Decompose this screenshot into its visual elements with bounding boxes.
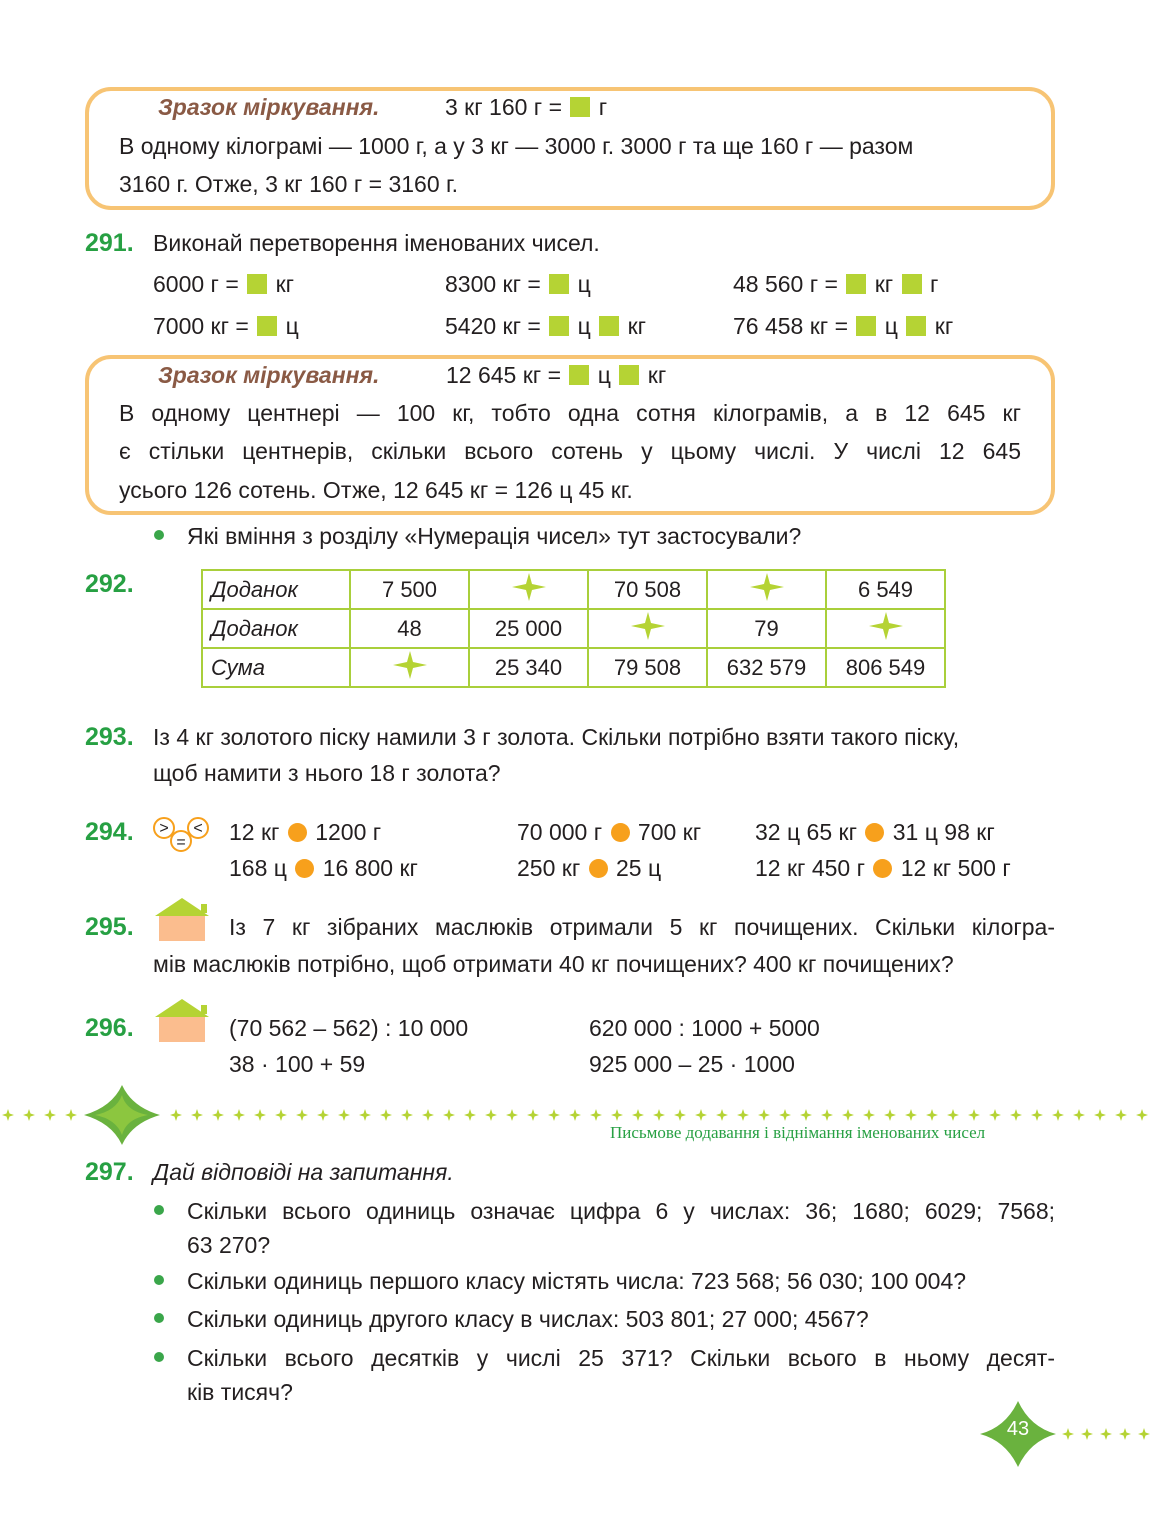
homework-house-icon <box>155 997 213 1043</box>
divider-star <box>443 1109 455 1121</box>
expr-part: 70 000 г <box>517 819 603 845</box>
star-cell <box>588 609 707 648</box>
row-label: Доданок <box>202 609 350 648</box>
question-text: Скільки всього десятків у числі 25 371? Скільки всього в ньому десят- <box>187 1345 1055 1371</box>
page-number-star <box>1119 1428 1131 1440</box>
exercise-number: 294. <box>85 818 134 846</box>
table-cell: 632 579 <box>707 648 826 687</box>
star-icon <box>393 651 427 679</box>
sample-line: є стільки центнерів, скільки всього сотень у цьому числі. У числі 12 645 <box>119 438 1021 464</box>
expr-part: 6000 г = <box>153 271 239 297</box>
exercise-number: 295. <box>85 913 134 941</box>
expression: 38 · 100 + 59 <box>229 1051 366 1077</box>
expr-part: кг <box>627 313 647 339</box>
equal-sign: = <box>176 834 186 851</box>
expr-part: кг <box>275 271 295 297</box>
section-divider <box>0 1085 1162 1145</box>
divider-star <box>359 1109 371 1121</box>
divider-star <box>821 1109 833 1121</box>
exercise-text: Із 4 кг золотого піску намили 3 г золота. Скільки потрібно взяти такого піску, <box>153 724 960 750</box>
table-cell: 79 <box>707 609 826 648</box>
divider-star <box>695 1109 707 1121</box>
divider-star <box>191 1109 203 1121</box>
homework-house-icon <box>155 896 213 942</box>
compare-dot <box>611 823 630 842</box>
divider-star <box>23 1109 35 1121</box>
compare-dot <box>873 859 892 878</box>
conversion-item <box>445 313 646 340</box>
expr-part: 1200 г <box>315 819 382 845</box>
blank-square <box>856 316 876 336</box>
expr-part: 8300 кг = <box>445 271 541 297</box>
divider-star <box>1136 1109 1148 1121</box>
exercise-number: 292. <box>85 570 134 598</box>
divider-star <box>401 1109 413 1121</box>
divider-star <box>674 1109 686 1121</box>
question-text: 63 270? <box>187 1232 271 1258</box>
blank-square <box>619 365 639 385</box>
bullet <box>154 1313 164 1323</box>
divider-star <box>548 1109 560 1121</box>
compare-item <box>229 819 381 846</box>
expr-part: 700 кг <box>637 819 702 845</box>
table-cell: 79 508 <box>588 648 707 687</box>
divider-star <box>800 1109 812 1121</box>
sample-title-2: Зразок міркування. <box>158 362 380 388</box>
expr-part: 16 800 кг <box>322 855 418 881</box>
divider-star <box>422 1109 434 1121</box>
expr-part: 48 560 г = <box>733 271 838 297</box>
sample-title-1: Зразок міркування. <box>158 94 380 120</box>
blank-square <box>569 365 589 385</box>
divider-star <box>989 1109 1001 1121</box>
divider-star <box>611 1109 623 1121</box>
addition-table <box>201 569 946 688</box>
table-row <box>202 609 945 648</box>
star-icon <box>512 573 546 601</box>
expr-part: 5420 кг = <box>445 313 541 339</box>
divider-star <box>1031 1109 1043 1121</box>
expr-part: 3 кг 160 г = <box>445 94 562 120</box>
divider-star <box>2 1109 14 1121</box>
conversion-item <box>153 313 299 340</box>
bullet <box>154 530 164 540</box>
table-row <box>202 648 945 687</box>
question-text: Скільки одиниць другого класу в числах: 503 801; 27 000; 4567? <box>187 1306 869 1332</box>
table-cell: 7 500 <box>350 570 469 609</box>
exercise-number: 296. <box>85 1014 134 1042</box>
expr-part: ц <box>597 362 611 388</box>
conversion-item <box>445 271 591 298</box>
compare-item <box>755 855 1011 882</box>
divider-star <box>905 1109 917 1121</box>
expr-part: ц <box>884 313 898 339</box>
divider-star <box>716 1109 728 1121</box>
table-cell: 48 <box>350 609 469 648</box>
star-cell <box>469 570 588 609</box>
exercise-text: Дай відповіді на запитання. <box>153 1159 454 1185</box>
divider-star <box>233 1109 245 1121</box>
exercise-number: 293. <box>85 723 134 751</box>
exercise-text: Із 7 кг зібраних маслюків отримали 5 кг почищених. Скільки кілогра- <box>229 914 1055 940</box>
blank-square <box>257 316 277 336</box>
blank-square <box>902 274 922 294</box>
divider-star <box>44 1109 56 1121</box>
expr-part: 168 ц <box>229 855 287 881</box>
divider-star <box>485 1109 497 1121</box>
divider-star <box>338 1109 350 1121</box>
expr-part: 32 ц 65 кг <box>755 819 857 845</box>
blank-square <box>549 316 569 336</box>
blank-square <box>599 316 619 336</box>
divider-star <box>317 1109 329 1121</box>
greater-sign: > <box>159 820 169 837</box>
expr-part: 12 кг <box>229 819 280 845</box>
compare-dot <box>589 859 608 878</box>
expr-part: кг <box>647 362 667 388</box>
blank-square <box>247 274 267 294</box>
divider-star <box>296 1109 308 1121</box>
expr-part: 12 кг 450 г <box>755 855 865 881</box>
conversion-item <box>733 313 953 340</box>
compare-item <box>755 819 995 846</box>
blank-square <box>570 97 590 117</box>
expr-part: 76 458 кг = <box>733 313 849 339</box>
divider-star <box>653 1109 665 1121</box>
sample-line: 3160 г. Отже, 3 кг 160 г = 3160 г. <box>119 171 458 197</box>
divider-star <box>947 1109 959 1121</box>
sample-expression-2 <box>446 362 666 389</box>
expr-part: г <box>598 94 608 120</box>
divider-star <box>275 1109 287 1121</box>
table-cell: 25 000 <box>469 609 588 648</box>
expr-part: 31 ц 98 кг <box>892 819 995 845</box>
expr-part: кг <box>934 313 954 339</box>
section-title: Письмове додавання і віднімання іменованих чисел <box>610 1123 986 1142</box>
divider-star <box>527 1109 539 1121</box>
sample-line: В одному центнері — 100 кг, тобто одна сотня кілограмів, а в 12 645 кг <box>119 400 1021 426</box>
table-cell: 806 549 <box>826 648 945 687</box>
expr-part: ц <box>577 271 591 297</box>
divider-star <box>1010 1109 1022 1121</box>
exercise-number: 291. <box>85 229 134 257</box>
expression: 925 000 – 25 · 1000 <box>589 1051 795 1077</box>
expr-part: ц <box>577 313 591 339</box>
divider-star <box>506 1109 518 1121</box>
compare-item <box>517 855 661 882</box>
page-number-star <box>1062 1428 1074 1440</box>
divider-star <box>926 1109 938 1121</box>
exercise-text: мів маслюків потрібно, щоб отримати 40 кг почищених? 400 кг почищених? <box>153 951 954 977</box>
row-label: Доданок <box>202 570 350 609</box>
table-cell: 6 549 <box>826 570 945 609</box>
question-text: Які вміння з розділу «Нумерація чисел» тут застосували? <box>187 523 802 549</box>
star-cell <box>350 648 469 687</box>
page-number-star <box>1100 1428 1112 1440</box>
compare-signs-icon <box>152 816 210 852</box>
less-sign: < <box>193 820 203 837</box>
table-cell: 70 508 <box>588 570 707 609</box>
divider-star <box>1115 1109 1127 1121</box>
divider-star <box>590 1109 602 1121</box>
expr-part: г <box>929 271 939 297</box>
divider-star <box>1052 1109 1064 1121</box>
divider-star <box>632 1109 644 1121</box>
exercise-text: Виконай перетворення іменованих чисел. <box>153 230 600 256</box>
divider-star <box>1073 1109 1085 1121</box>
divider-star <box>569 1109 581 1121</box>
compare-item <box>517 819 701 846</box>
compare-item <box>229 855 418 882</box>
table-cell: 25 340 <box>469 648 588 687</box>
expr-part: 7000 кг = <box>153 313 249 339</box>
expr-part: 250 кг <box>517 855 581 881</box>
star-cell <box>707 570 826 609</box>
compare-dot <box>295 859 314 878</box>
divider-star <box>884 1109 896 1121</box>
conversion-item <box>733 271 938 298</box>
page-number-star <box>1081 1428 1093 1440</box>
divider-star <box>65 1109 77 1121</box>
expression: (70 562 – 562) : 10 000 <box>229 1015 469 1041</box>
divider-star <box>380 1109 392 1121</box>
divider-star <box>212 1109 224 1121</box>
divider-star <box>842 1109 854 1121</box>
divider-star <box>254 1109 266 1121</box>
page-number: 43 <box>1006 1418 1030 1440</box>
expr-part: ц <box>285 313 299 339</box>
page-number-star <box>1138 1428 1150 1440</box>
row-label: Сума <box>202 648 350 687</box>
star-cell <box>826 609 945 648</box>
bullet <box>154 1275 164 1285</box>
question-text: ків тисяч? <box>187 1379 293 1405</box>
star-icon <box>750 573 784 601</box>
divider-star <box>779 1109 791 1121</box>
divider-star <box>737 1109 749 1121</box>
exercise-text: щоб намити з нього 18 г золота? <box>153 760 501 786</box>
question-text: Скільки одиниць першого класу містять числа: 723 568; 56 030; 100 004? <box>187 1268 967 1294</box>
exercise-number: 297. <box>85 1158 134 1186</box>
conversion-item <box>153 271 294 298</box>
divider-star <box>1094 1109 1106 1121</box>
divider-star <box>464 1109 476 1121</box>
divider-star <box>968 1109 980 1121</box>
expr-part: 12 кг 500 г <box>900 855 1011 881</box>
blank-square <box>906 316 926 336</box>
table-row <box>202 570 945 609</box>
expr-part: 12 645 кг = <box>446 362 562 388</box>
sample-line: усього 126 сотень. Отже, 12 645 кг = 126 ц 45 кг. <box>119 477 633 503</box>
sample-line: В одному кілограмі — 1000 г, а у 3 кг — 3000 г. 3000 г та ще 160 г — разом <box>119 133 914 159</box>
blank-square <box>549 274 569 294</box>
divider-star <box>170 1109 182 1121</box>
compare-dot <box>288 823 307 842</box>
bullet <box>154 1352 164 1362</box>
star-icon <box>869 612 903 640</box>
blank-square <box>846 274 866 294</box>
sample-expression-1 <box>445 94 607 121</box>
compare-dot <box>865 823 884 842</box>
expression: 620 000 : 1000 + 5000 <box>589 1015 820 1041</box>
expr-part: 25 ц <box>616 855 662 881</box>
bullet <box>154 1205 164 1215</box>
expr-part: кг <box>874 271 894 297</box>
question-text: Скільки всього одиниць означає цифра 6 у числах: 36; 1680; 6029; 7568; <box>187 1198 1055 1224</box>
star-icon <box>631 612 665 640</box>
divider-star <box>863 1109 875 1121</box>
divider-star <box>758 1109 770 1121</box>
